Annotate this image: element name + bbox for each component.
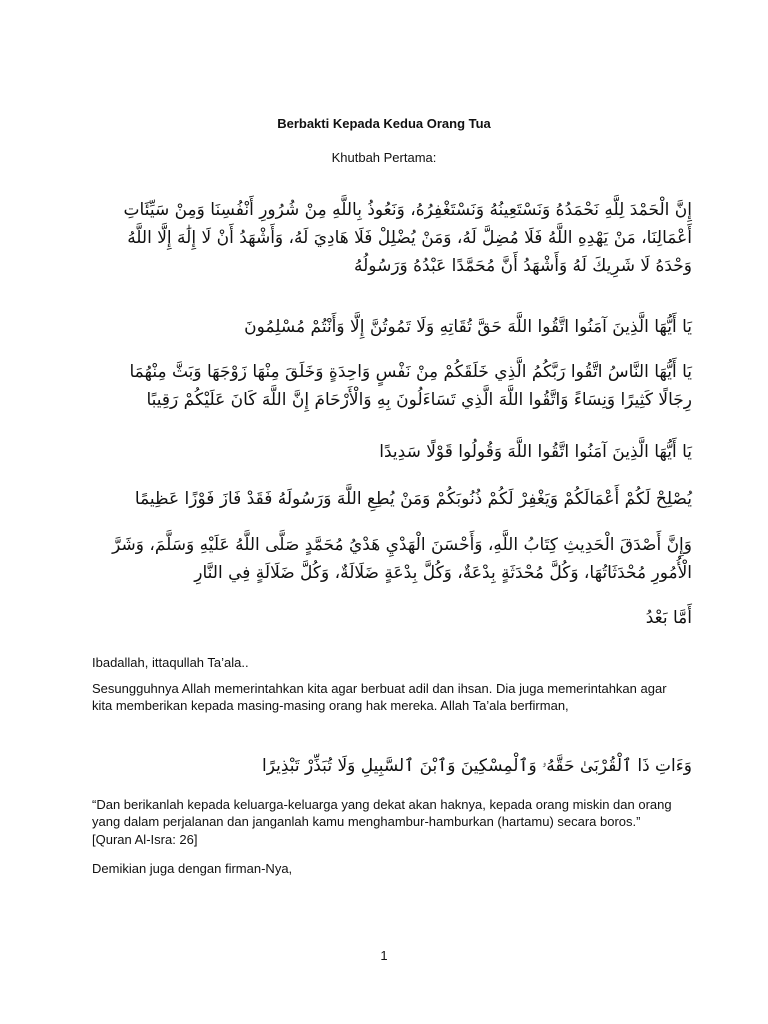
verse-translation: “Dan berikanlah kepada keluarga-keluarga yang dekat akan haknya, kepada orang miskin dan orang yang dalam perjalanan dan janganlah kamu menghambur-hamburkan (hartamu) secara boros.” xyxy=(92,797,672,829)
body-paragraph: Sesungguhnya Allah memerintahkan kita agar berbuat adil dan ihsan. Dia juga memerintahkan agar kita memberikan kepada masing-masing orang hak mereka. Allah Ta’ala berfirman, xyxy=(92,681,667,713)
arabic-hadith-excerpt: وَإِنَّ أَصْدَقَ الْحَدِيثِ كِتَابُ اللَّهِ، وَأَحْسَنَ الْهَدْيِ هَدْيُ مُحَمَّدٍ صَلَّى اللَّهُ عَلَيْهِ وَسَلَّمَ، وَشَرَّ الْأُمُورِ مُحْدَثَاتُهَا، وَكُلَّ مُحْدَثَةٍ بِدْعَةٌ، وَكُلَّ بِدْعَةٍ ضَلَالَةٌ، وَكُلَّ ضَلَالَةٍ فِي النَّارِ xyxy=(112,535,692,583)
document-title: Berbakti Kepada Kedua Orang Tua xyxy=(277,116,491,131)
arabic-verse-al-ahzab-continued: يُصْلِحْ لَكُمْ أَعْمَالَكُمْ وَيَغْفِرْ لَكُمْ ذُنُوبَكُمْ وَمَنْ يُطِعِ اللَّهَ وَرَسُولَهُ فَقَدْ فَازَ فَوْزًا عَظِيمًا xyxy=(134,489,692,509)
arabic-verse-al-isra: وَءَاتِ ذَا ٱلْقُرْبَىٰ حَقَّهُۥ وَٱلْمِسْكِينَ وَٱبْنَ ٱلسَّبِيلِ وَلَا تُبَذِّرْ تَبْذِيرًا xyxy=(262,756,692,776)
closing-line: Demikian juga dengan firman-Nya, xyxy=(92,861,293,876)
sermon-heading: Khutbah Pertama: xyxy=(331,150,437,165)
verse-reference: [Quran Al-Isra: 26] xyxy=(92,832,198,847)
ibadallah-line: Ibadallah, ittaqullah Ta’ala.. xyxy=(92,655,249,670)
arabic-verse-al-ahzab: يَا أَيُّهَا الَّذِينَ آمَنُوا اتَّقُوا اللَّهَ وَقُولُوا قَوْلًا سَدِيدًا xyxy=(379,442,692,462)
arabic-verse-an-nisa: يَا أَيُّهَا النَّاسُ اتَّقُوا رَبَّكُمُ الَّذِي خَلَقَكُمْ مِنْ نَفْسٍ وَاحِدَةٍ وَخَلَقَ مِنْهَا زَوْجَهَا وَبَثَّ مِنْهُمَا رِجَالًا كَثِيرًا وَنِسَاءً وَاتَّقُوا اللَّهَ الَّذِي تَسَاءَلُونَ بِهِ وَالْأَرْحَامَ إِنَّ اللَّهَ كَانَ عَلَيْكُمْ رَقِيبًا xyxy=(129,362,692,410)
arabic-amma-badu: أَمَّا بَعْدُ xyxy=(645,608,692,628)
page-number: 1 xyxy=(380,948,388,963)
arabic-verse-ali-imran: يَا أَيُّهَا الَّذِينَ آمَنُوا اتَّقُوا اللَّهَ حَقَّ تُقَاتِهِ وَلَا تَمُوتُنَّ إِلَّا وَأَنْتُمْ مُسْلِمُونَ xyxy=(244,317,692,337)
arabic-opening-praise: إِنَّ الْحَمْدَ لِلَّهِ نَحْمَدُهُ وَنَسْتَعِينُهُ وَنَسْتَغْفِرُهُ، وَنَعُوذُ بِاللَّهِ مِنْ شُرُورِ أَنْفُسِنَا وَمِنْ سَيِّئَاتِ أَعْمَالِنَا، مَنْ يَهْدِهِ اللَّهُ فَلَا مُضِلَّ لَهُ، وَمَنْ يُضْلِلْ فَلَا هَادِيَ لَهُ، وَأَشْهَدُ أَنْ لَا إِلَٰهَ إِلَّا اللَّهُ وَحْدَهُ لَا شَرِيكَ لَهُ وَأَشْهَدُ أَنَّ مُحَمَّدًا عَبْدُهُ وَرَسُولُهُ xyxy=(123,200,692,276)
